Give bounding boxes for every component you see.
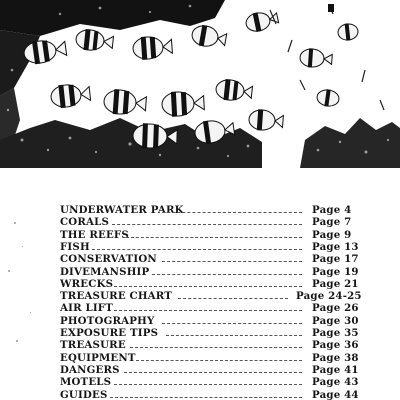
toc-entry [0,266,400,279]
toc-entry [0,253,400,266]
toc-entry-title: CORALS [60,216,110,229]
toc-entry-title: MOTELS [60,376,112,389]
toc-entry [0,352,400,365]
toc-entry [0,364,400,377]
toc-leader-dots [152,274,302,275]
toc-entry [0,229,400,242]
toc-entry [0,315,400,328]
toc-entry-title: AIR LIFT [60,302,114,315]
toc-entry-page: Page 13 [312,240,359,253]
toc-entry [0,327,400,340]
toc-entry-page: Page 38 [312,351,359,364]
toc-entry [0,376,400,389]
toc-entry [0,302,400,315]
toc-leader-dots [114,384,302,385]
toc-entry-title: WRECKS [60,277,114,290]
toc-leader-dots [114,286,302,287]
toc-entry-title: FISH [60,240,90,253]
toc-leader-dots [92,249,302,250]
toc-entry-title: PHOTOGRAPHY [60,314,155,327]
toc-entry-title: TREASURE CHART [60,290,173,303]
toc-entry [0,290,400,303]
toc-entry-page: Page 19 [312,265,359,278]
toc-entry-page: Page 17 [312,253,359,266]
toc-entry [0,216,400,229]
toc-leader-dots [162,261,302,262]
toc-entry-title: CONSERVATION [60,253,157,266]
toc-leader-dots [166,335,302,336]
toc-leader-dots [114,310,302,311]
table-of-contents [0,204,400,400]
toc-entry [0,204,400,217]
toc-entry-page: Page 4 [312,204,352,216]
toc-leader-dots [110,397,302,398]
toc-entry-title: TREASURE [60,339,126,352]
toc-entry-page: Page 21 [312,277,359,290]
toc-leader-dots [130,347,302,348]
toc-entry [0,241,400,254]
toc-leader-dots [124,372,302,373]
toc-leader-dots [112,224,302,225]
toc-entry-page: Page 35 [312,327,359,339]
toc-entry-title: DIVEMANSHIP [60,265,150,278]
toc-entry-page: Page 26 [312,302,359,315]
toc-entry-page: Page 9 [312,228,352,241]
toc-entry [0,389,400,400]
toc-entry-title: EXPOSURE TIPS [60,327,159,339]
toc-entry-title: EQUIPMENT [60,351,136,364]
toc-entry-page: Page 24-25 [296,290,362,303]
toc-entry-page: Page 7 [312,216,352,229]
toc-entry-page: Page 41 [312,363,359,376]
reef-fish-illustration [0,0,400,168]
toc-leader-dots [178,298,288,299]
toc-leader-dots [162,212,302,213]
reef-fish-photo [0,0,400,168]
toc-entry [0,278,400,291]
toc-entry-title: GUIDES [60,388,108,400]
toc-entry-page: Page 30 [312,314,359,327]
toc-entry-page: Page 36 [312,339,359,352]
toc-leader-dots [162,323,302,324]
toc-leader-dots [136,360,302,361]
toc-entry [0,339,400,352]
toc-entry-page: Page 43 [312,376,359,389]
toc-entry-title: THE REEFS [60,228,129,241]
toc-entry-page: Page 44 [312,388,359,400]
toc-entry-title: DANGERS [60,363,120,376]
toc-leader-dots [126,237,302,238]
toc-entry-title: UNDERWATER PARK [60,204,184,216]
